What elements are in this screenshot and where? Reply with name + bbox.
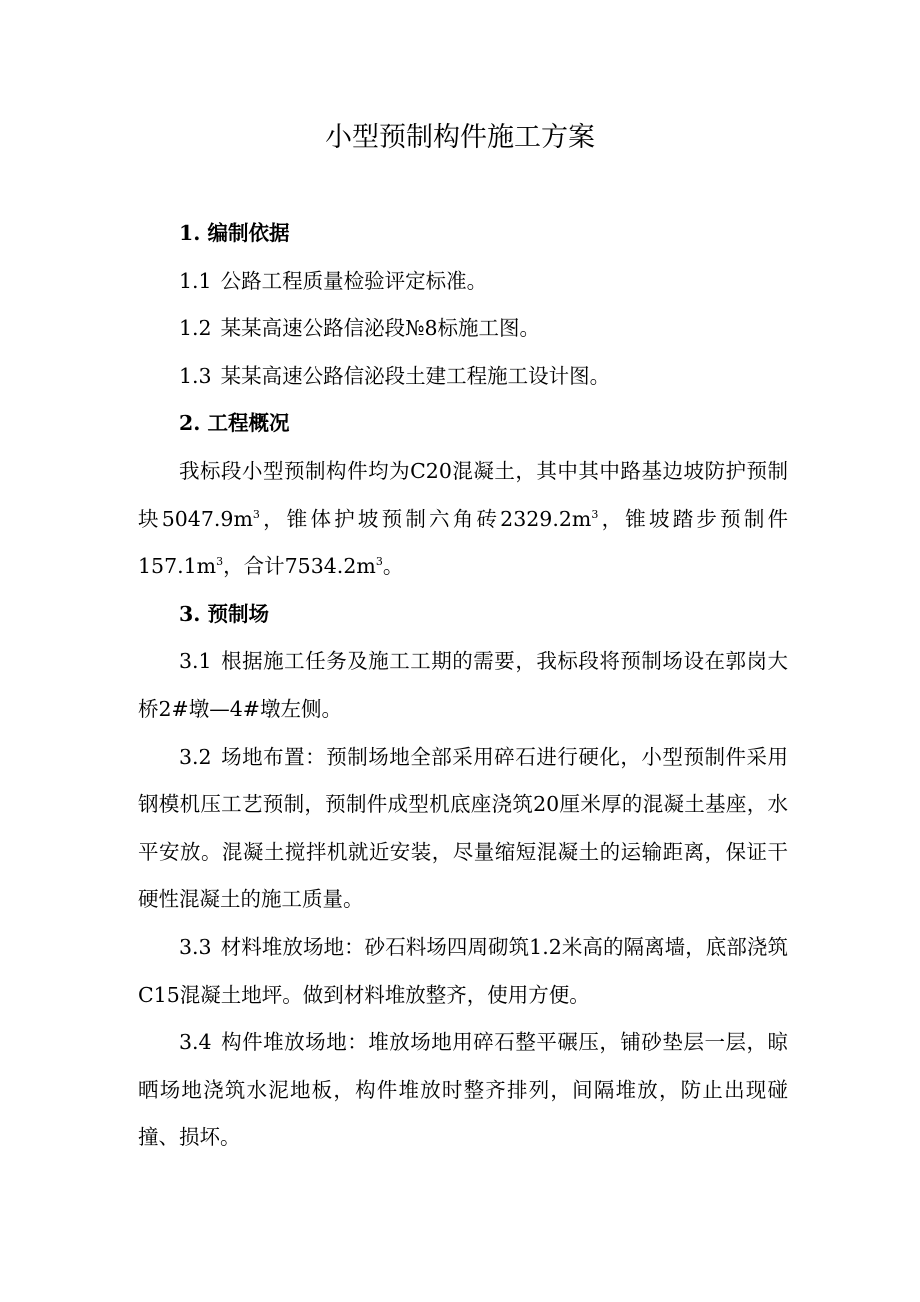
superscript: 3 [591, 507, 599, 521]
item-number: 3.1 [179, 649, 212, 674]
paragraph-text: ，合计7534.2m [223, 554, 376, 579]
item-text: 根据施工任务及施工工期的需要，我标段将预制场设在郭岗大桥2#墩—4#墩左侧。 [138, 649, 788, 721]
overview-paragraph [138, 448, 788, 591]
paragraph-text: 我标段小型预制构件均为C20混凝土，其中其中路基边坡防护预制块5047.9m [138, 458, 788, 531]
item-number: 1.2 [179, 316, 212, 341]
item-text: 公路工程质量检验评定标准。 [220, 268, 488, 293]
paragraph-text: 。 [382, 554, 404, 579]
list-item [138, 924, 788, 1019]
list-item [138, 638, 788, 733]
list-item [138, 1019, 788, 1162]
superscript: 3 [252, 507, 260, 521]
document-body [138, 210, 788, 1162]
item-number: 3.4 [179, 1030, 212, 1055]
superscript: 3 [216, 555, 224, 569]
superscript: 3 [375, 555, 383, 569]
item-text: 构件堆放场地：堆放场地用碎石整平碾压，铺砂垫层一层，晾晒场地浇筑水泥地板，构件堆放时整齐排列，间隔堆放，防止出现碰撞、损坏。 [138, 1030, 788, 1150]
section-heading: 2. 工程概况 [179, 411, 290, 436]
item-text: 某某高速公路信泌段土建工程施工设计图。 [220, 363, 611, 388]
list-item [138, 734, 788, 924]
list-item [138, 305, 788, 353]
section-heading: 1. 编制依据 [179, 221, 290, 245]
paragraph-text: ，锥坡踏步预制件157.1m [138, 506, 789, 579]
item-number: 3.3 [179, 934, 212, 959]
section-heading: 3. 预制场 [179, 601, 270, 626]
document-title: 小型预制构件施工方案 [325, 122, 595, 153]
item-number: 1.1 [179, 268, 212, 293]
item-number: 3.2 [179, 744, 212, 769]
list-item [138, 258, 788, 306]
item-text: 场地布置：预制场地全部采用碎石进行硬化，小型预制件采用钢模机压工艺预制，预制件成型机底座浇筑20厘米厚的混凝土基座，水平安放。混凝土搅拌机就近安装，尽量缩短混凝土的运输距离，保证干硬性混凝土的施工质量。 [138, 744, 788, 912]
item-text: 材料堆放场地：砂石料场四周砌筑1.2米高的隔离墙，底部浇筑C15混凝土地坪。做到材料堆放整齐，使用方便。 [138, 934, 788, 1007]
item-text: 某某高速公路信泌段№8标施工图。 [220, 316, 541, 341]
list-item [138, 353, 788, 401]
item-number: 1.3 [179, 363, 212, 388]
paragraph-text: ，锥体护坡预制六角砖2329.2m [259, 506, 592, 531]
